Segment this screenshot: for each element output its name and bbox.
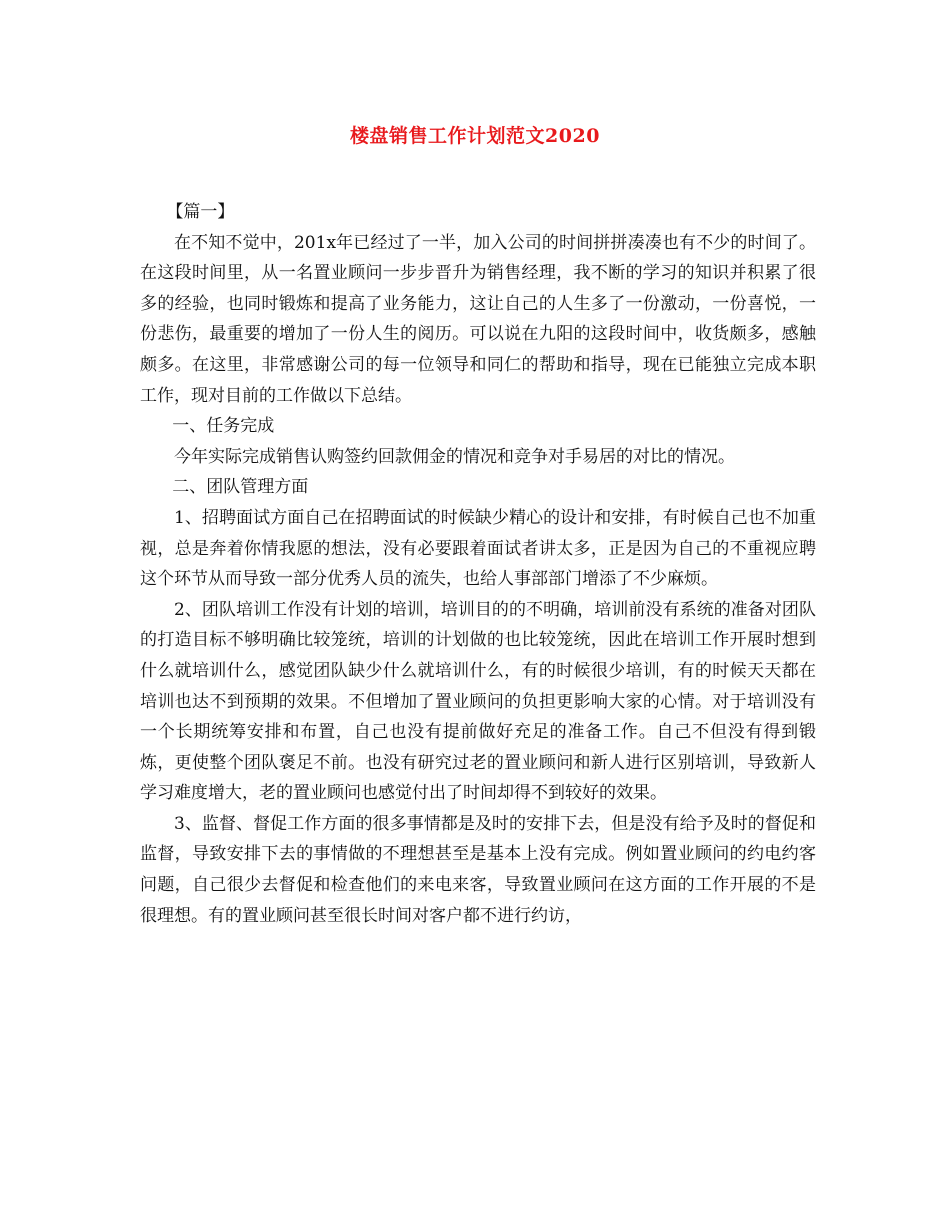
section-label: 【篇一】 <box>166 202 235 222</box>
paragraph-task-completion: 今年实际完成销售认购签约回款佣金的情况和竞争对手易居的对比的情况。 <box>174 446 735 467</box>
paragraph-intro: 在不知不觉中，201x年已经过了一半，加入公司的时间拼拼凑凑也有不少的时间了。在这段时间里，从一名置业顾问一步步晋升为销售经理，我不断的学习的知识并积累了很多的经验，也同时锻炼和提高了业务能力，这让自己的人生多了一份激动，一份喜悦，一份悲伤，最重要的增加了一份人生的阅历。可以说在九阳的这段时间中，收货颇多，感触颇多。在这里，非常感谢公司的每一位领导和同仁的帮助和指导，现在已能独立完成本职工作，现对目前的工作做以下总结。 <box>140 232 816 406</box>
document-body <box>140 197 816 931</box>
paragraph-training: 2、团队培训工作没有计划的培训，培训目的的不明确，培训前没有系统的准备对团队的打造目标不够明确比较笼统，培训的计划做的也比较笼统，因此在培训工作开展时想到什么就培训什么，感觉团队缺少什么就培训什么，有的时候很少培训，有的时候天天都在培训也达不到预期的效果。不但增加了置业顾问的负担更影响大家的心情。对于培训没有一个长期统筹安排和布置，自己也没有提前做好充足的准备工作。自己不但没有得到锻炼，更使整个团队褒足不前。也没有研究过老的置业顾问和新人进行区别培训，导致新人学习难度增大，老的置业顾问也感觉付出了时间却得不到较好的效果。 <box>140 599 816 804</box>
document-title: 楼盘销售工作计划范文2020 <box>350 125 600 147</box>
paragraph-recruitment: 1、招聘面试方面自己在招聘面试的时候缺少精心的设计和安排，有时候自己也不加重视，总是奔着你情我愿的想法，没有必要跟着面试者讲太多，正是因为自己的不重视应聘这个环节从而导致一部分优秀人员的流失，也给人事部部门增添了不少麻烦。 <box>140 507 816 590</box>
heading-team-management: 二、团队管理方面 <box>172 477 309 498</box>
heading-task-completion: 一、任务完成 <box>172 416 275 437</box>
paragraph-supervision: 3、监督、督促工作方面的很多事情都是及时的安排下去，但是没有给予及时的督促和监督，导致安排下去的事情做的不理想甚至是基本上没有完成。例如置业顾问的约电约客问题，自己很少去督促和检查他们的来电来客，导致置业顾问在这方面的工作开展的不是很理想。有的置业顾问甚至很长时间对客户都不进行约访， <box>140 813 816 926</box>
